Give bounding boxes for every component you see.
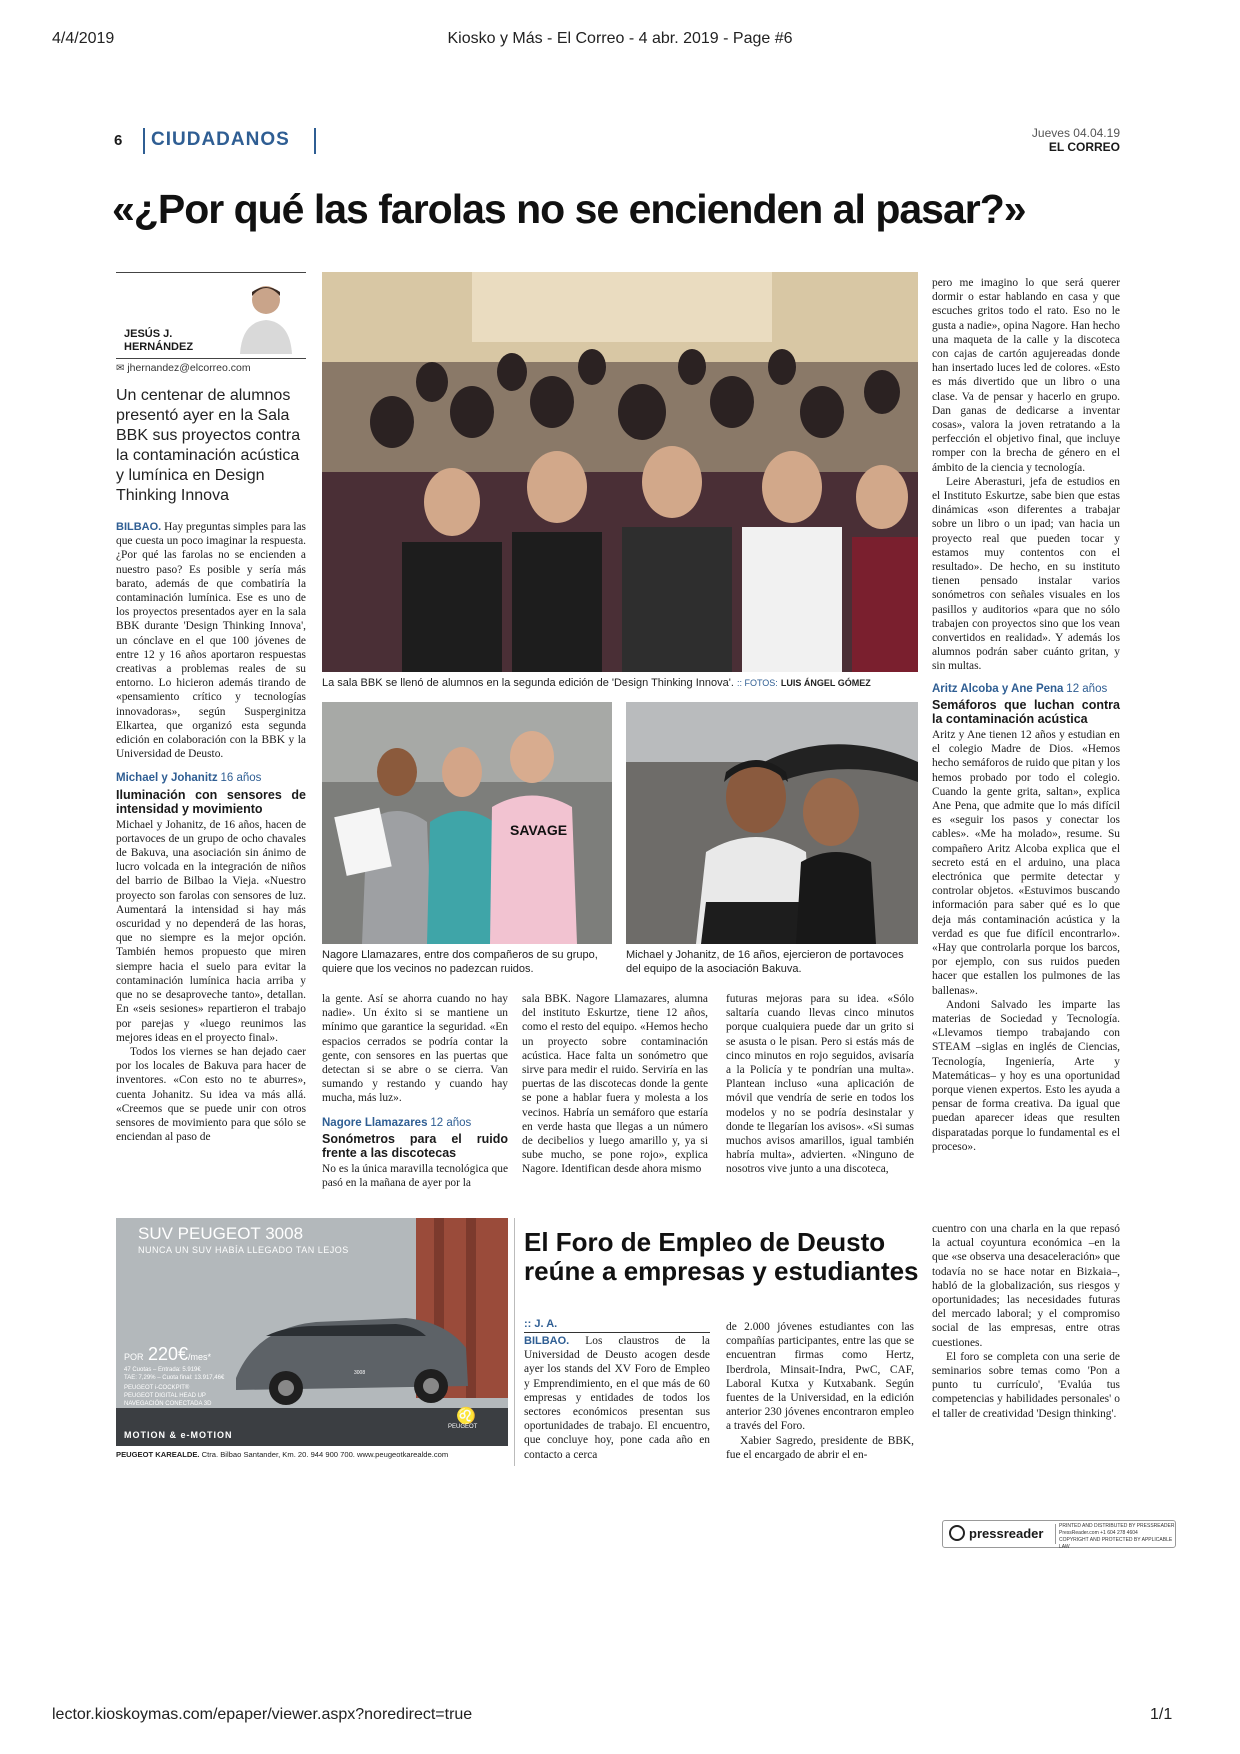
second-byline-rule [524,1332,710,1333]
second-col-1-text: Los claustros de la Universidad de Deusto acogen desde ayer los stands del XV Foro de Empleo y Emprendimiento, en el que más de 60 empresas y entidades de todos los sectores económicos presentan sus oportunidades de trabajo. El encuentro, que concluye hoy, pone cada año en contacto a cerca [524,1335,710,1461]
ad-price [124,1344,211,1365]
second-col-2-text: de 2.000 jóvenes estudiantes con las compañías participantes, entre las que se encuentran firmas como Hertz, Iberdrola, Minsait-Indra, PwC, CAF, Laboral Kutxa y Kutxabank. Según fuentes de la Universidad, en la edición anterior 230 jóvenes encontraron empleo a través del Foro. [726,1321,914,1433]
main-col-3-text: sala BBK. Nagore Llamazares, alumna del instituto Eskurtze, tiene 12 años, como el resto del equipo. «Hemos hecho un proyecto sobre contaminación acústica. Hace falta un sonómetro que sirve para medir el ruido. Serviría en las puertas de las discotecas donde la gente se pone a hablar fuera y molesta a los vecinos. Habría un semáforo que estaría en verde hasta que llegas a un número de decibelios y luego amarillo y, ya si sube mucho, se pone rojo», explica Nagore. Identifican desde ahora mismo [522,993,708,1176]
ad-brand: PEUGEOT [448,1424,478,1430]
ad-price-value: 220€ [147,1344,189,1364]
second-col-2-p2: Xabier Sagredo, presidente de BBK, fue el encargado de abrir el en- [726,1434,914,1461]
box1-age: 16 años [220,772,262,785]
photo-credit-label: :: FOTOS: [736,678,778,688]
box1-p1: Michael y Johanitz, de 16 años, hacen de portavoces de un grupo de ocho chavales de Bakuva, una asociación sin ánimo de lucro volcada en la integración de niños del barrio de Bilbao la Vieja. «Nuestro proyecto son farolas con sensores de luz. Aumentará la intensidad si hay más oscuridad y no dependerá de las horas, que no siempre es la mejor opción. También hemos propuesto que miren siempre hacia el suelo para evitar la contaminación lumínica hacia arriba y que no se desaproveche tanto», detallan. En «seis sesiones» repartieron el trabajo por parejas y «luego reunimos las mejores ideas en el proyecto final». [116,818,306,1044]
main-col-2-text: la gente. Así se ahorra cuando no hay nadie». Un éxito si se mantiene un mínimo que garantice la seguridad. «En espacios cerrados se podría contar la gente, con sensores en las puertas que detectan si se abre o se cierra. Van sumando y restando y cuando hay mucha, más luz». [322,993,508,1105]
box1-subhead: Iluminación con sensores de intensidad y movimiento [116,787,306,816]
ad-finance-2: TAE: 7,29% – Cuota final: 13.917,46€ [124,1375,225,1381]
author-rule [116,272,306,273]
ad-features [124,1384,211,1408]
photo-michael-caption: Michael y Johanitz, de 16 años, ejercieron de portavoces del equipo de la asociación Bakuva. [626,949,904,975]
author-photo [236,276,296,354]
ad-feature-3: NAVEGACIÓN CONECTADA 3D [124,1401,212,1407]
pressreader-divider [1055,1524,1056,1544]
section-divider-right [314,128,316,154]
section-name: CIUDADANOS [151,129,290,150]
peugeot-ad[interactable] [116,1218,508,1446]
box2-p1: No es la única maravilla tecnológica que pasó en la mañana de ayer por la [322,1162,508,1190]
print-title: Kiosko y Más - El Correo - 4 abr. 2019 - Page #6 [447,30,793,47]
author-email[interactable] [116,362,251,374]
second-col-3 [932,1222,1120,1421]
box2-subhead: Sonómetros para el ruido frente a las discotecas [322,1131,508,1160]
ad-dealer[interactable] [116,1450,516,1459]
photo-credit-name: LUIS ÁNGEL GÓMEZ [780,678,871,688]
main-headline: «¿Por qué las farolas no se encienden al pasar?» [112,186,1026,232]
lede: Un centenar de alumnos presentó ayer en la Sala BBK sus proyectos contra la contaminación acústica y lumínica en Design Thinking Innova [116,387,301,504]
box3-subhead: Semáforos que luchan contra la contaminación acústica [932,697,1120,726]
second-headline: El Foro de Empleo de Deusto reúne a empresas y estudiantes [524,1227,919,1286]
header-newspaper: EL CORREO [1048,140,1120,154]
peugeot-lion-icon: ♌ [456,1408,476,1425]
pressreader-info [1059,1523,1175,1551]
box3-label [932,682,1120,696]
main-col-2 [322,992,508,1190]
main-photo-caption-line [322,676,922,690]
box2-names: Nagore Llamazares [322,1116,428,1129]
ad-dealer-name: PEUGEOT KAREALDE. [116,1450,200,1459]
pressreader-line-3: COPYRIGHT AND PROTECTED BY APPLICABLE LAW [1059,1537,1173,1550]
author-email-text: jhernandez@elcorreo.com [127,362,251,374]
pressreader-line-1: PRINTED AND DISTRIBUTED BY PRESSREADER [1059,1523,1175,1529]
box1-p2: Todos los viernes se han dejado caer por los locales de Bakuva para hacer de inventores. «Con esto no te aburres», cuenta Johanitz. Su idea va más allá. «Creemos que se puede unir con otros sensores de movimiento para que sólo se enciendan al paso de [116,1045,306,1144]
second-col-3-p2: El foro se completa con una serie de seminarios sobre temas como 'Pon a punto tu currículo', 'Evalúa tus competencias y habilidades personales' o el taller de creatividad 'Design thinking'. [932,1350,1120,1420]
box3-p2: Andoni Salvado les imparte las materias de Sociedad y Tecnología. «Llevamos tiempo trabajando con STEAM –siglas en inglés de Ciencias, Tecnología, Ingeniería, Arte y Matemáticas– y hoy es una oportunidad porque vienen expertos. Esto les ayuda a pensar de forma creativa. Da igual que puedan aparecer ideas que resulten disparatadas porque lo fundamental es el proceso». [932,998,1120,1153]
ad-feature-1: PEUGEOT i-COCKPIT® [124,1385,190,1391]
author-name: JESÚS J. HERNÁNDEZ [124,328,194,353]
ad-motion: MOTION & e-MOTION [124,1430,233,1440]
main-photo-caption: La sala BBK se llenó de alumnos en la segunda edición de 'Design Thinking Innova'. [322,677,734,689]
print-page-count: 1/1 [1150,1706,1173,1723]
box1-names: Michael y Johanitz [116,772,218,785]
ad-dealer-info: Ctra. Bilbao Santander, Km. 20. 944 900 700. www.peugeotkarealde.com [201,1450,449,1459]
box2-label [322,1116,508,1130]
main-col-4-text: futuras mejoras para su idea. «Sólo saltaría cuando llevas cinco minutos porque cualquiera puede dar un grito si se asusta o le pisan. Pero si estás más de cinco minutos en rojo seguidos, avisaría a la Policía y te pondrían una multa». Plantean incluso «una aplicación de móvil que vendría de serie en todos los modelos y no se podría desinstalar y donde te llegarían los avisos». «Si sumas muchos avisos amarillos, igual también habría multa», advierten. «Ninguno de nosotros vive junto a una discoteca, [726,993,914,1176]
main-col-3 [522,992,708,1177]
second-byline: :: J. A. [524,1318,558,1330]
photo-nagore [322,702,612,944]
main-col-4 [726,992,914,1177]
pressreader-logo: pressreader [969,1526,1044,1541]
pressreader-line-2: PressReader.com +1 604 278 4604 [1059,1530,1138,1536]
ad-divider [514,1218,515,1466]
main-photo [322,272,918,672]
box3-age: 12 años [1066,682,1108,695]
box3-p1: Aritz y Ane tienen 12 años y estudian en el colegio Madre de Dios. «Hemos hecho semáforos de ruido que pitan y los hemos probado por todo el colegio. Cuando la gente grita, saltan», explica Ane Pena, que admite que lo más difícil es «seguir los pasos y conectar los cables». «Me ha molado», resume. Su compañero Aritz Alcoba explica que el secreto está en el arduino, una placa electrónica que permite detectar y controlar objetos. «Estuvimos buscando información para saber qué es lo que deja más contaminación acústica y la verdad es que fue difícil encontrarlo». «Hay que controlarla porque los barcos, por ejemplo, con sus ruidos pueden hacer que estallen los pulmones de las ballenas». [932,728,1120,997]
photo-nagore-caption: Nagore Llamazares, entre dos compañeros de su grupo, quiere que los vecinos no padezcan ruidos. [322,949,598,975]
ad-model: SUV PEUGEOT 3008 [138,1224,304,1243]
photo-michael [626,702,918,944]
author-rule-bottom [116,358,306,359]
print-date: 4/4/2019 [52,30,115,47]
header-date: Jueves 04.04.19 [1031,126,1120,140]
ad-plate: 3008 [354,1370,366,1376]
main-col-5 [932,276,1120,1154]
section-divider [143,128,145,154]
pressreader-icon [949,1525,965,1541]
box2-age: 12 años [430,1116,472,1129]
ad-price-suffix: /mes* [188,1352,212,1362]
second-col-1 [524,1334,710,1462]
shirt-text: SAVAGE [510,822,568,838]
page-number: 6 [114,132,123,149]
ad-finance [124,1366,224,1382]
print-url[interactable]: lector.kioskoymas.com/epaper/viewer.aspx?noredirect=true [52,1706,473,1723]
pressreader-badge[interactable] [942,1520,1176,1548]
mail-icon: ✉ [116,363,125,374]
box3-names: Aritz Alcoba y Ane Pena [932,682,1064,695]
col5-p1: pero me imagino lo que será querer dormir o estar hablando en casa y que escuches gritos todo el rato. Eso no le gusta a nadie», opina Nagore. Han hecho una maqueta de la calle y la discoteca con cajas de cartón agujereadas donde han insertado luces led de colores. «Esto es más divertido que un libro o una clase. Va de pensar y hacerlo en grupo. Dan ganas de dedicarse a inventar cosas», valora la joven retratando a la perfección el objetivo final, que incluye romper con la brecha de género en el ámbito de la ciencia y tecnología. [932,277,1120,474]
main-col-1-text: Hay preguntas simples para las que cuesta un poco imaginar la respuesta. ¿Por qué las farolas no se encienden a nuestro paso? Es posible y sería más barato, además de que combatiría la contaminación lumínica. Ese es uno de los proyectos presentados ayer en la sala BBK durante 'Design Thinking Innova', un cónclave en el que 100 jóvenes de entre 12 y 16 años aportaron respuestas creativas a problemas reales de su entorno. Lo hicieron además tirando de «pensamiento crítico y tecnologías innovadoras», según Susperginitza Elkartea, que organizó esta segunda edición en colaboración con la BBK y la Universidad de Deusto. [116,521,306,761]
second-dateline: BILBAO. [524,1335,570,1347]
second-col-2 [726,1320,914,1462]
main-col-1 [116,520,306,1144]
ad-price-prefix: POR [124,1352,144,1362]
ad-feature-2: PEUGEOT DIGITAL HEAD UP [124,1393,206,1399]
dateline: BILBAO. [116,521,162,533]
box1-label [116,771,306,785]
second-col-3-p1: cuentro con una charla en la que repasó la actual coyuntura económica –en la que «se observa una desaceleración» que todavía no se hace notar en Bizkaia–, habló de la globalización, sus riesgos y oportunidades; las necesidades futuras del mercado laboral; y el compromiso social de las empresas, entre otras cuestiones. [932,1223,1120,1349]
col5-p2: Leire Aberasturi, jefa de estudios en el Instituto Eskurtze, sabe bien que estas dinámicas «son diferentes a trabajar sobre un libro o un ipad; van hacia un proyecto real que pueden tocar y estamos muy contentos con el resultado». De hecho, en su instituto tienen pensado instalar varios sonómetros con señales visuales en los pasillos y auditorios «para que no sólo trabajen con proyectos sino que los vean convertidos en realidad». Y además los alumnos podrán saber cuánto gritan, y sin multas. [932,475,1120,673]
ad-tagline: NUNCA UN SUV HABÍA LLEGADO TAN LEJOS [138,1245,349,1255]
ad-finance-1: 47 Cuotas – Entrada: 5.919€ [124,1367,201,1373]
